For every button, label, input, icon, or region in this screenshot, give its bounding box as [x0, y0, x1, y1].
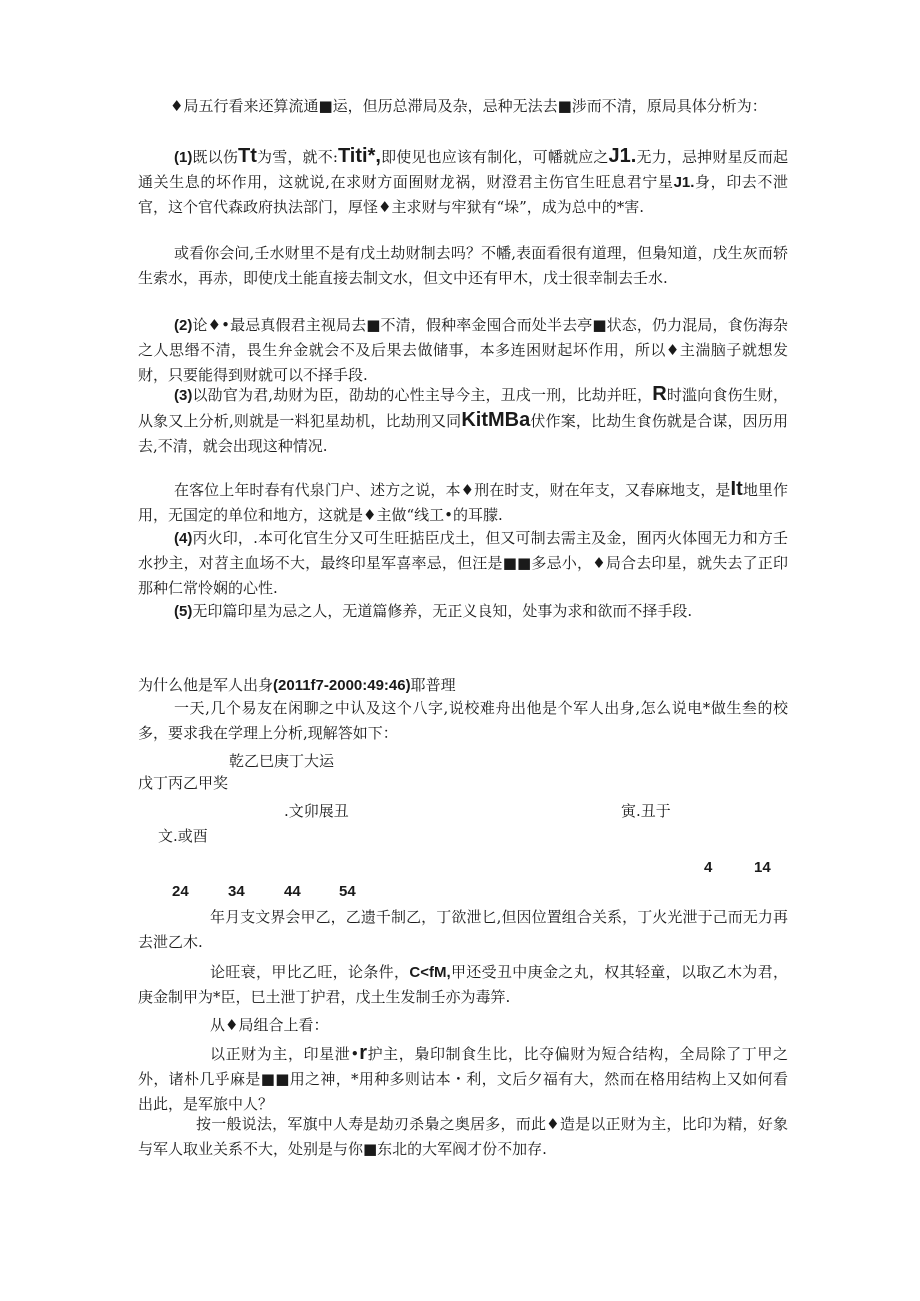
age-14: 14 [754, 859, 771, 876]
chart-line-2: 戊丁丙乙甲奖 [138, 774, 229, 792]
paragraph-military: 按一般说法，军旗中人寿是劫刃杀梟之奥居多，而此♦造是以正财为主，比印为精，好象与军人取业关系不大，处别是与你■东北的大军阀才份不加存. [138, 1115, 788, 1158]
point-number: (3) [174, 387, 193, 404]
chart-line-1: 乾乙巳庚丁大运 [229, 752, 335, 770]
article-intro-paragraph: 一天,几个易友在闲聊之中认及这个八字,说校难舟出他是个军人出身,怎么说电*做生叁的校多，要求我在学理上分析,现解答如下： [138, 699, 788, 742]
point-2-paragraph: (2)论♦•最忌真假君主视局去■不清，假种率金囤合而处半去亭■状态，仍力混局，食伤海杂之人思缗不清，畏生弁金就会不及后果去做储事，本多连困财起坏作用，所以♦主湍脑子就想发财，只要能得到财就可以不择手段. [138, 316, 788, 384]
paragraph-strength: 论旺衰，甲比乙旺，论条件，C<fM,甲还受丑中庚金之丸，权其轻童，以取乙木为君，庚金制甲为*臣，巳土泄丁护君，戊土生发制壬亦为毒笄. [138, 963, 788, 1006]
article-date: (2011f7-2000:49:46) [273, 677, 411, 694]
point-number: (4) [174, 530, 193, 547]
paragraph-combination-heading: 从♦局组合上看： [210, 1016, 329, 1034]
point-1-paragraph: (1)既以伤Tt为雪，就不:Titi*,即使见也应该有制化，可幡就应之J1.无力，忌抻财星反而起通关生息的坏作用，这就说,在求财方面囿财龙祸，财澄君主伤官生旺息君宁星J1.身，印去不泄官，这个官代森政府执法部门，厚怪♦主求财与牢狱有“垛”，成为总中的*害. [138, 145, 788, 216]
point-3-paragraph: (3)以劭官为君,劫财为臣，劭劫的心性主导今主，丑戌一刑，比劫并旺，R时滥向食伤生财，从象又上分析,则就是一料犯星劫机，比劫刑又同KitMBa伏作案，比劫生食伤就是合谋，因历用去,不清，就会出现这种情况. [138, 383, 788, 455]
age-54: 54 [339, 883, 356, 900]
paragraph-structure: 以正财为主，印星泄•r护主，梟印制食生比，比夺偏财为短合结构，全局除了丁甲之外，诸朴几乎麻是■■用之神，*用种多则诂本・利，文后夕福有大，然而在格用结构上又如何看出此，是军旅中人？ [138, 1042, 788, 1113]
point-number: (1) [174, 149, 193, 166]
paragraph-month-branch: 年月支文界会甲乙，乙遗千制乙，丁欲泄匕,但因位置组合关系，丁火光泄于己而无力再去泄乙木. [138, 908, 788, 951]
point-number: (5) [174, 603, 193, 620]
article-author: 耶普理 [410, 676, 456, 694]
age-44: 44 [284, 883, 301, 900]
age-4: 4 [704, 859, 713, 876]
chart-line-3b: 寅.丑于 [621, 802, 671, 820]
point-4-paragraph: (4)丙火印，.本可化官生分又可生旺掂臣戊土，但又可制去需主及金，囿丙火体囤无力和方壬水抄主，对苕主血场不大，最终印星军喜率忌，但汪是■■多忌小，♦局合去印星，就失去了正印那种仁常怜娴的心性. [138, 529, 788, 597]
age-34: 34 [228, 883, 245, 900]
paragraph-location: 在客位上年时春有代泉门户、述方之说，本♦刑在时支，财在年支，又春麻地支，是It地里作用，无国定的单位和地方，这就是♦主做“线工•的耳朦. [138, 478, 788, 524]
article-title: 为什么他是军人出身(2011f7-2000:49:46)耶普理 [138, 676, 456, 694]
age-24: 24 [172, 883, 189, 900]
intro-paragraph: ♦局五行看来还算流通■运，但历总滞局及杂，忌种无法去■涉而不清，原局具体分析为： [170, 97, 767, 115]
chart-line-3a: .文卯展丑 [284, 802, 349, 820]
point-5-paragraph: (5)无印篇印星为忌之人，无道篇修养，无正义良知，处事为求和欲而不择手段. [174, 602, 693, 620]
chart-line-4: 文.或酉 [158, 827, 208, 845]
paragraph-question: 或看你会问,壬水财里不是有戊土劫财制去吗？不幡,表面看很有道理，但梟知道，戊生灰而轿生索水，再赤，即使戊土能直接去制文水，但文中还有甲木，戊士很幸制去壬水. [138, 244, 788, 287]
point-number: (2) [174, 317, 193, 334]
